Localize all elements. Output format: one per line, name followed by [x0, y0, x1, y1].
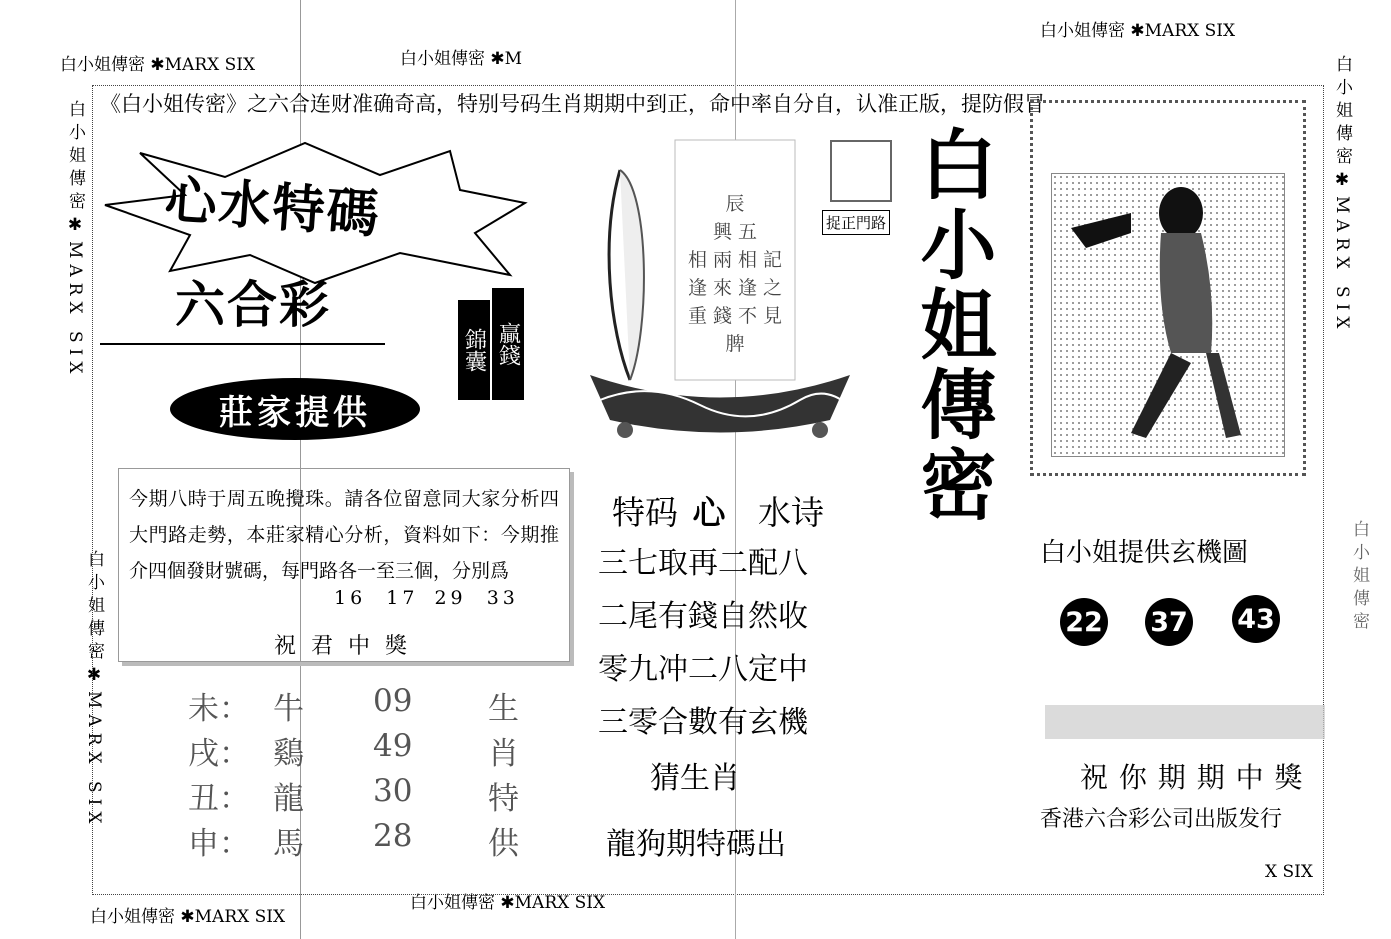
poem-title-part: 心 — [692, 493, 726, 532]
zodiac-note: 生 — [488, 691, 519, 727]
edge-label: 白小姐傳密 ✱MARX SIX — [90, 907, 286, 927]
notice-number: 29 — [434, 587, 467, 609]
main-title: 白小姐傳密 — [908, 125, 997, 525]
edge-label: 白小姐傳密 ✱MARX SIX — [1040, 21, 1236, 41]
zodiac-number: 28 — [373, 818, 413, 854]
zodiac-note: 特 — [488, 781, 519, 817]
sail-line: 重 錢 不 見 脾 — [687, 305, 783, 355]
edge-label: 白小姐傳密 ✱MARX SIX — [410, 893, 606, 913]
notice-wish: 祝 君 中 獎 — [274, 634, 411, 659]
zodiac-animal: 馬 — [273, 826, 304, 862]
edge-label: 白小姐傳密 ✱MARX SIX — [60, 55, 256, 75]
edge-label-vertical: 白小姐傳密✱MARX SIX — [84, 550, 104, 830]
zodiac-note: 肖 — [488, 736, 519, 772]
poem-title-part: 特码 — [612, 493, 678, 532]
logo-star-text: 心水特碼 — [162, 169, 383, 246]
zodiac-branch: 丑： — [188, 781, 250, 817]
notice-number: 17 — [386, 587, 419, 609]
notice-box — [118, 468, 570, 662]
edge-label: 白小姐傳密 ✱M — [400, 49, 523, 69]
divider — [100, 343, 385, 345]
number-ball: 22 — [1060, 598, 1108, 646]
sail-line: 逢 來 逢 之 — [687, 277, 783, 299]
zodiac-animal: 龍 — [273, 781, 304, 817]
right-caption: 白小姐提供玄機圖 — [1040, 538, 1249, 568]
publisher: 香港六合彩公司出版发行 — [1040, 807, 1283, 832]
woman-figure-icon — [1051, 173, 1283, 455]
zodiac-branch: 申： — [188, 826, 250, 862]
zodiac-note: 供 — [488, 826, 519, 862]
number-ball: 37 — [1145, 598, 1193, 646]
poem-title — [612, 487, 824, 534]
seal-2: 贏錢 — [492, 288, 524, 400]
poem-lines — [598, 537, 808, 749]
sail-line: 興 五 — [712, 221, 758, 243]
photo-frame — [1030, 100, 1306, 476]
zodiac-branch: 未： — [188, 691, 250, 727]
zodiac-number: 49 — [373, 728, 413, 764]
logo-subtitle: 六合彩 — [175, 275, 331, 334]
poem-title-part: 水诗 — [758, 493, 824, 532]
poem-line: 二尾有錢自然收 — [598, 599, 808, 634]
smudge — [1045, 705, 1325, 739]
sail-line: 相 兩 相 記 — [687, 249, 783, 271]
zodiac-number: 30 — [373, 773, 413, 809]
poem-result: 龍狗期特碼出 — [606, 827, 786, 862]
number-ball: 43 — [1232, 595, 1280, 643]
notice-text: 今期八時于周五晚攪珠。請各位留意同大家分析四大門路走勢，本莊家精心分析，資料如下：今期推介四個發財號碼，每門路各一至三個，分別爲 — [129, 488, 559, 582]
edge-label-vertical: 白小姐傳密 — [1349, 520, 1369, 635]
edge-label-vertical: 白小姐傳密✱MARX SIX — [65, 100, 85, 380]
edge-label-vertical: 白小姐傳密✱MARX SIX — [1332, 55, 1352, 335]
notice-number: 16 — [334, 587, 367, 609]
zodiac-animal: 鷄 — [273, 736, 304, 772]
stamp-label: 捉正門路 — [822, 210, 890, 235]
edge-label: X SIX — [1265, 862, 1313, 882]
blessing: 祝 你 期 期 中 獎 — [1080, 761, 1304, 794]
poem-line: 零九冲二八定中 — [598, 652, 808, 687]
ship-sail-text — [680, 190, 790, 358]
header-line: 《白小姐传密》之六合连财准确奇高，特别号码生肖期期中到正，命中率自分自，认准正版，提防假冒 — [100, 92, 1045, 116]
sail-line: 辰 — [725, 193, 745, 215]
poem-guess: 猜生肖 — [650, 761, 740, 796]
zodiac-number: 09 — [373, 683, 413, 719]
seal-1: 錦囊 — [458, 300, 490, 400]
poem-line: 三七取再二配八 — [598, 546, 808, 581]
ornament — [465, 255, 520, 273]
zodiac-branch: 戌： — [188, 736, 250, 772]
stamp-icon — [830, 140, 892, 202]
poem-line: 三零合數有玄機 — [598, 705, 808, 740]
notice-number: 33 — [486, 587, 519, 609]
provider-badge: 莊家提供 — [170, 378, 420, 440]
zodiac-animal: 牛 — [273, 691, 304, 727]
